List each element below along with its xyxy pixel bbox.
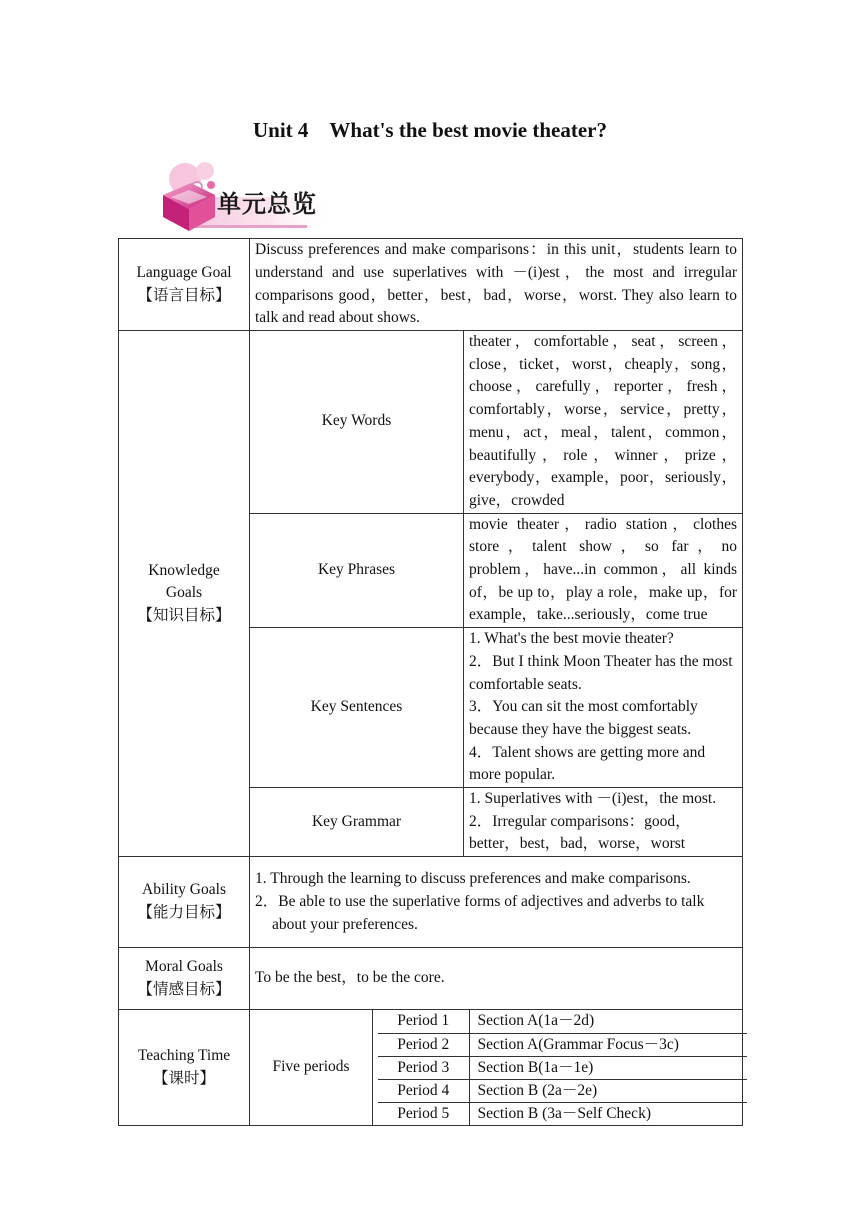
teaching-time-label — [119, 1010, 250, 1126]
period-section: Section B(1a－1e) — [469, 1056, 747, 1079]
key-grammar-list — [464, 788, 743, 857]
period-label: Period 5 — [378, 1102, 469, 1125]
teaching-time-label-cn: 【课时】 — [152, 1069, 215, 1087]
period-section: Section A(1a－2d) — [469, 1010, 747, 1033]
period-section: Section A(Grammar Focus－3c) — [469, 1033, 747, 1056]
key-words-row — [119, 331, 743, 514]
key-phrases-label: Key Phrases — [250, 513, 464, 628]
period-row — [378, 1102, 747, 1125]
period-label: Period 4 — [378, 1079, 469, 1102]
period-row — [378, 1079, 747, 1102]
periods-table — [378, 1010, 747, 1125]
key-sentence-item: 3．You can sit the most comfortably because they have the biggest seats. — [469, 698, 698, 738]
moral-goals-text: To be the best，to be the core. — [250, 948, 743, 1010]
period-row — [378, 1033, 747, 1056]
language-goal-text: Discuss preferences and make comparisons：in this unit，students learn to understand and use superlatives with －(i)est，the most and irregular comparisons good，better，best，bad，worse，worst. They also learn to talk and read about shows. — [250, 239, 743, 331]
key-words-label: Key Words — [250, 331, 464, 514]
key-phrases-text: movie theater，radio station，clothes store，talent show，so far，no problem，have...in common，all kinds of，be up to，play a role，make up，for example，take...seriously，come true — [464, 513, 743, 628]
period-row — [378, 1010, 747, 1033]
periods-cell — [373, 1010, 743, 1126]
period-row — [378, 1056, 747, 1079]
ability-goals-label — [119, 857, 250, 948]
ability-goal-item-text: 1. Through the learning to discuss preferences and make comparisons. — [255, 870, 691, 888]
ability-goals-list — [250, 857, 743, 948]
ability-goals-label-en: Ability Goals — [142, 881, 226, 899]
knowledge-goals-label-en: Knowledge Goals — [148, 561, 220, 602]
moral-goals-label-en: Moral Goals — [145, 957, 223, 975]
key-sentence-item: 1. What's the best movie theater? — [469, 630, 674, 648]
ability-goal-item-text: 2．Be able to use the superlative forms of adjectives and adverbs to talk about your preferences. — [255, 892, 705, 933]
moral-goals-row — [119, 948, 743, 1010]
key-sentences-label: Key Sentences — [250, 628, 464, 788]
period-label: Period 1 — [378, 1010, 469, 1033]
knowledge-goals-label — [119, 331, 250, 857]
ability-goals-row — [119, 857, 743, 948]
key-grammar-label: Key Grammar — [250, 788, 464, 857]
key-grammar-item: 1. Superlatives with －(i)est，the most. — [469, 790, 717, 808]
teaching-time-label-en: Teaching Time — [137, 1046, 231, 1064]
language-goal-label-cn: 【语言目标】 — [137, 286, 231, 304]
unit-overview-table — [118, 238, 743, 1126]
moral-goals-label — [119, 948, 250, 1010]
period-section: Section B (2a－2e) — [469, 1079, 747, 1102]
key-grammar-item: 2．Irregular comparisons：good，better，best，bad，worse，worst — [469, 812, 691, 853]
key-sentences-list — [464, 628, 743, 788]
period-label: Period 2 — [378, 1033, 469, 1056]
ability-goal-item — [255, 891, 737, 936]
moral-goals-label-cn: 【情感目标】 — [137, 980, 231, 998]
ability-goals-label-cn: 【能力目标】 — [137, 904, 231, 922]
banner-label: 单元总览 — [217, 190, 317, 218]
teaching-total-periods: Five periods — [250, 1010, 373, 1126]
period-section: Section B (3a－Self Check) — [469, 1102, 747, 1125]
teaching-time-row — [119, 1010, 743, 1126]
knowledge-goals-label-cn: 【知识目标】 — [137, 606, 231, 624]
key-sentence-item: 2．But I think Moon Theater has the most comfortable seats. — [469, 652, 733, 693]
language-goal-label — [119, 239, 250, 331]
period-label: Period 3 — [378, 1056, 469, 1079]
ability-goal-item — [255, 868, 737, 891]
key-sentence-item: 4．Talent shows are getting more and more popular. — [469, 743, 706, 784]
unit-overview-banner — [157, 157, 337, 233]
language-goal-row — [119, 239, 743, 331]
key-words-text: theater，comfortable，seat，screen，close，ticket，worst，cheaply，song，choose，carefully，reporter，fresh，comfortably，worse，service，pretty，menu，act，meal，talent，common，beautifully，role，winner，prize，everybody，example，poor，seriously，give，crowded — [464, 331, 743, 514]
language-goal-label-en: Language Goal — [136, 263, 232, 281]
page-title: Unit 4 What's the best movie theater? — [252, 118, 608, 142]
